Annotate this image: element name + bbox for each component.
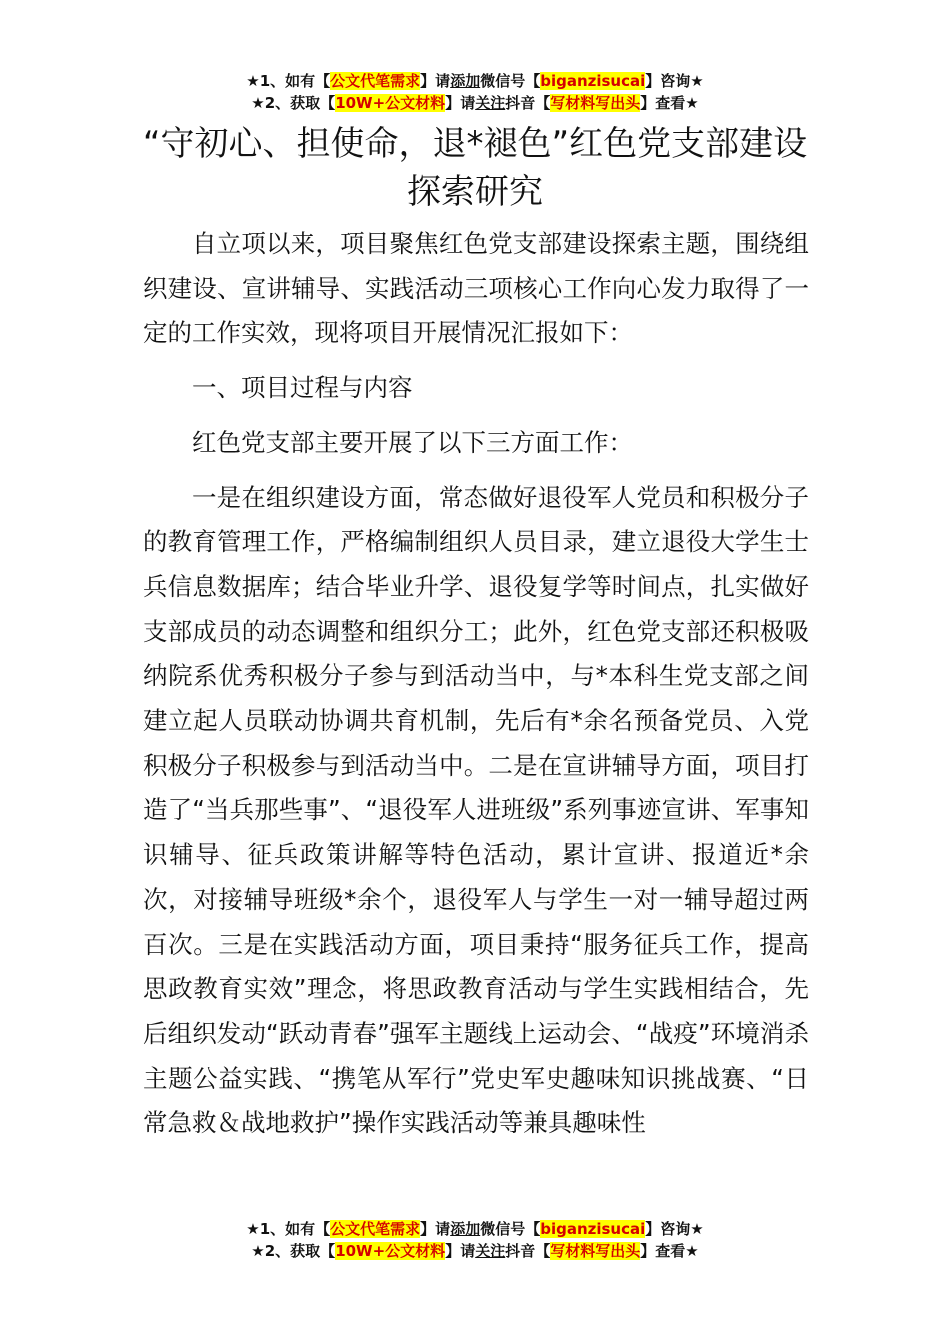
highlight-materials: 10W+公文材料 [335, 94, 446, 112]
highlight-service: 公文代笔需求 [330, 1220, 421, 1238]
banner-line-1: ★1、如有【公文代笔需求】请添加微信号【biganzisucai】咨询★ [246, 1220, 704, 1238]
section-lead: 红色党支部主要开展了以下三方面工作： [192, 427, 633, 457]
highlight-wechat-id: biganzisucai [540, 1220, 646, 1238]
banner-line-2: ★2、获取【10W+公文材料】请关注抖音【写材料写出头】查看★ [251, 94, 699, 112]
highlight-douyin-account: 写材料写出头 [550, 94, 641, 112]
banner-line-1: ★1、如有【公文代笔需求】请添加微信号【biganzisucai】咨询★ [246, 72, 704, 90]
highlight-materials: 10W+公文材料 [335, 1242, 446, 1260]
banner-line-2: ★2、获取【10W+公文材料】请关注抖音【写材料写出头】查看★ [251, 1242, 699, 1260]
footer-banner [0, 1218, 950, 1262]
section-heading: 一、项目过程与内容 [192, 373, 413, 403]
body-paragraph: 一是在组织建设方面，常态做好退役军人党员和积极分子的教育管理工作，严格编制组织人员目录，建立退役大学生士兵信息数据库；结合毕业升学、退役复学等时间点，扎实做好支部成员的动态调整和组织分工；此外，红色党支部还积极吸纳院系优秀积极分子参与到活动当中，与*本科生党支部之间建立起人员联动协调共育机制，先后有*余名预备党员、入党积极分子积极参与到活动当中。二是在宣讲辅导方面，项目打造了“当兵那些事”、“退役军人进班级”系列事迹宣讲、军事知识辅导、征兵政策讲解等特色活动，累计宣讲、报道近*余次，对接辅导班级*余个，退役军人与学生一对一辅导超过两百次。三是在实践活动方面，项目秉持“服务征兵工作，提高思政教育实效”理念，将思政教育活动与学生实践相结合，先后组织发动“跃动青春”强军主题线上运动会、“战疫”环境消杀主题公益实践、“携笔从军行”党史军史趣味知识挑战赛、“日常急救＆战地救护”操作实践活动等兼具趣味性 [143, 482, 809, 1138]
intro-paragraph: 自立项以来，项目聚焦红色党支部建设探索主题，围绕组织建设、宣讲辅导、实践活动三项核心工作向心发力取得了一定的工作实效，现将项目开展情况汇报如下： [143, 229, 809, 348]
highlight-service: 公文代笔需求 [330, 72, 421, 90]
header-banner [0, 70, 950, 114]
document-title: “守初心、担使命，退*褪色”红色党支部建设探索研究 [142, 124, 808, 212]
highlight-wechat-id: biganzisucai [540, 72, 646, 90]
highlight-douyin-account: 写材料写出头 [550, 1242, 641, 1260]
document-body [143, 222, 809, 1146]
